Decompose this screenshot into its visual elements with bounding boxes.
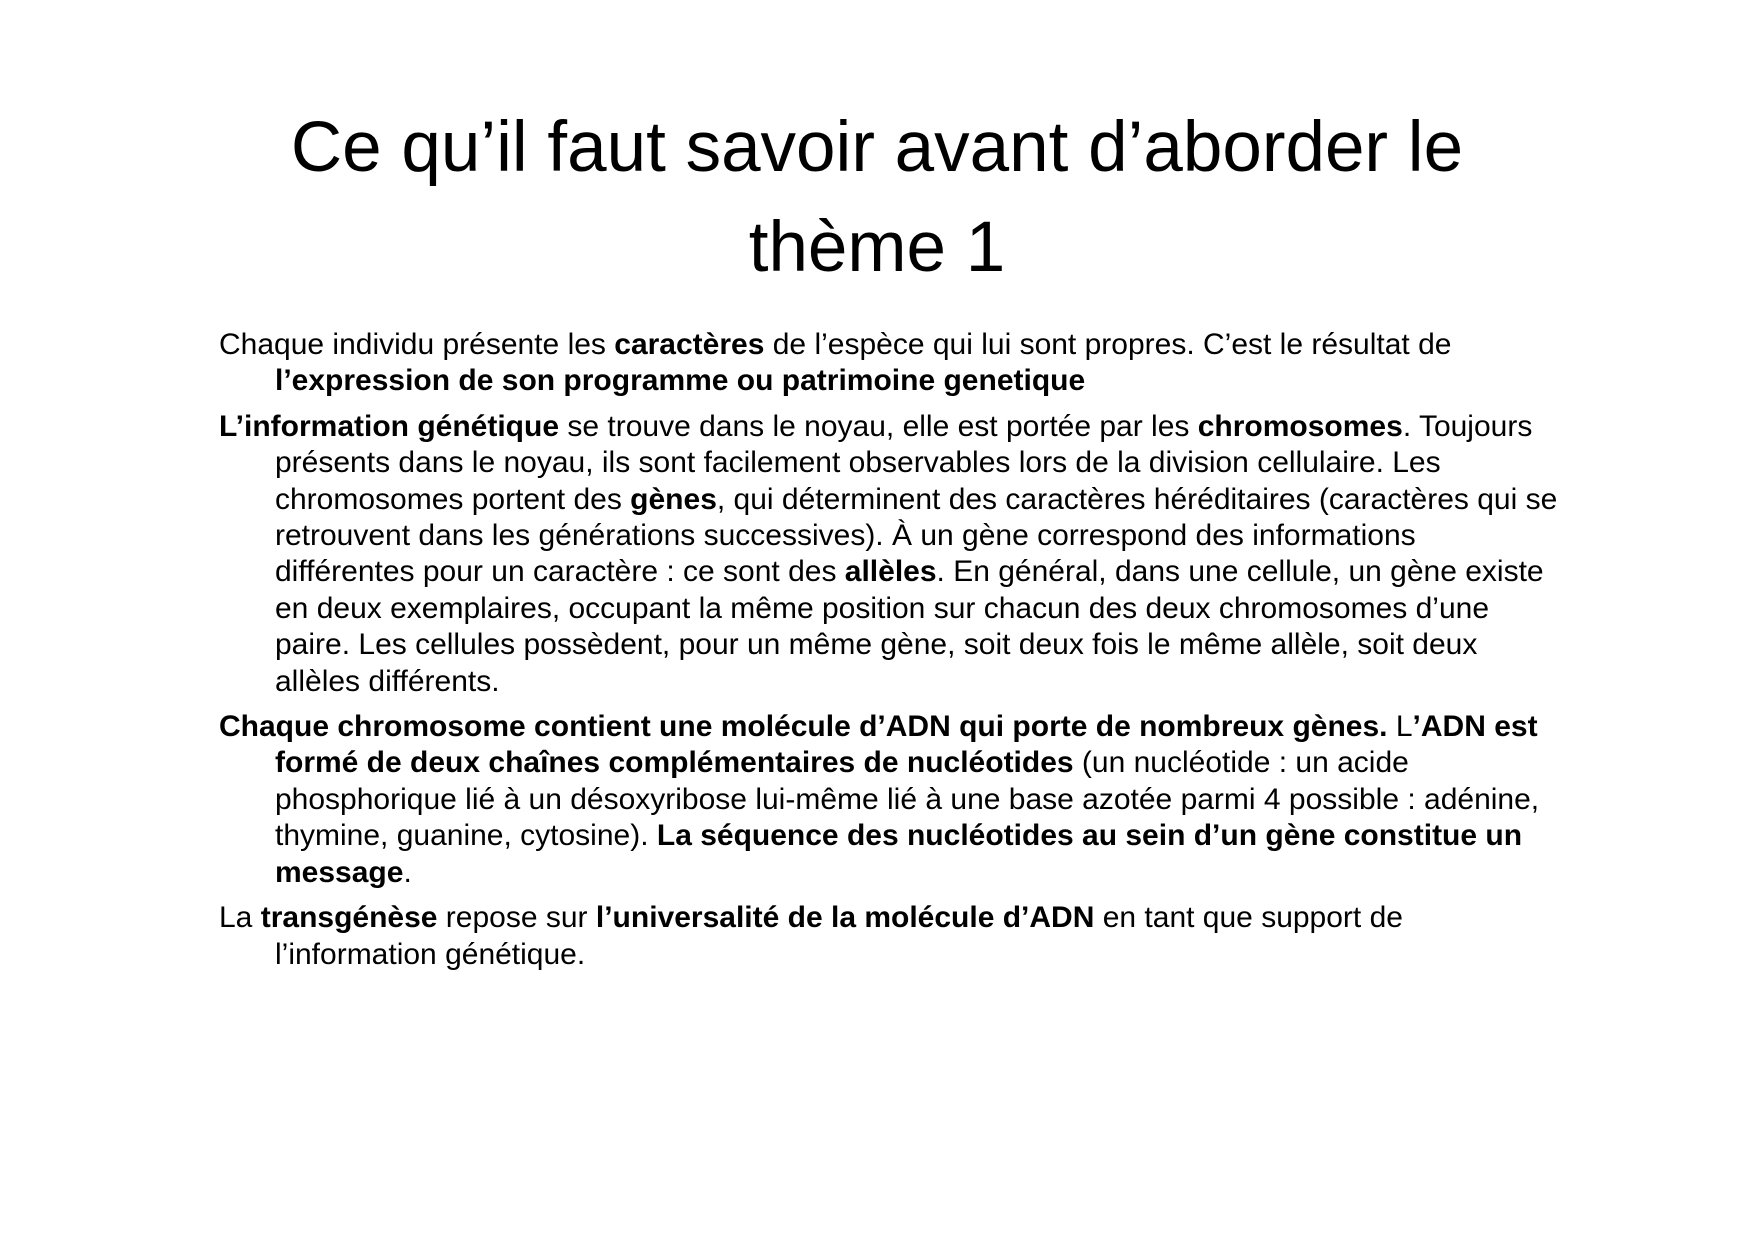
bold-run: allèles	[844, 555, 937, 589]
text-run: .	[403, 855, 412, 889]
text-run: en tant que support de l’information génétique.	[275, 901, 1403, 971]
slide-body	[219, 327, 1559, 982]
text-run: . En général, dans une cellule, un gène existe en deux exemplaires, occupant la même position sur chacun des deux chromosomes d’une paire. Les cellules possèdent, pour un même gène, soit deux fois le même allèle, soit deux allèles différents.	[275, 555, 1544, 698]
paragraph-transgenese	[219, 900, 1559, 973]
bold-run: ’ADN est formé de deux chaînes complémentaires de nucléotides	[275, 710, 1538, 780]
text-run: , qui déterminent des caractères héréditaires (caractères qui se retrouvent dans les générations successives). À un gène correspond des informations différentes pour un caractère : ce sont des	[275, 482, 1558, 589]
text-run: (un nucléotide : un acide phosphorique lié à un désoxyribose lui-même lié à une base azotée parmi 4 possible : adénine, thymine, guanine, cytosine).	[275, 746, 1540, 853]
paragraph-caracteres	[219, 327, 1559, 400]
text-run: La	[219, 901, 261, 935]
slide-title: Ce qu’il faut savoir avant d’aborder le thème 1	[290, 108, 1464, 287]
text-run: repose sur	[437, 901, 596, 935]
bold-run: l’universalité de la molécule d’ADN	[595, 901, 1095, 935]
bold-run: transgénèse	[260, 901, 438, 935]
bold-run: gènes	[630, 482, 717, 516]
bold-run: Chaque chromosome contient une molécule d’ADN qui porte de nombreux gènes.	[219, 710, 1388, 744]
bold-run: caractères	[614, 328, 765, 361]
bold-run: La séquence des nucléotides au sein d’un gène constitue un message	[275, 819, 1523, 889]
bold-run: L’information génétique	[219, 409, 560, 443]
paragraph-adn	[219, 709, 1559, 891]
text-run: se trouve dans le noyau, elle est portée par les	[559, 409, 1198, 443]
bold-run: chromosomes	[1197, 409, 1403, 443]
text-run: de l’espèce qui lui sont propres. C’est le résultat de	[764, 328, 1452, 361]
text-run: Chaque individu présente les	[219, 328, 615, 361]
text-run: . Toujours présents dans le noyau, ils sont facilement observables lors de la division cellulaire. Les chromosomes portent des	[275, 409, 1533, 516]
text-run: L	[1387, 710, 1413, 744]
bold-run: l’expression de son programme ou patrimoine genetique	[275, 364, 1086, 398]
paragraph-information-genetique	[219, 409, 1559, 700]
